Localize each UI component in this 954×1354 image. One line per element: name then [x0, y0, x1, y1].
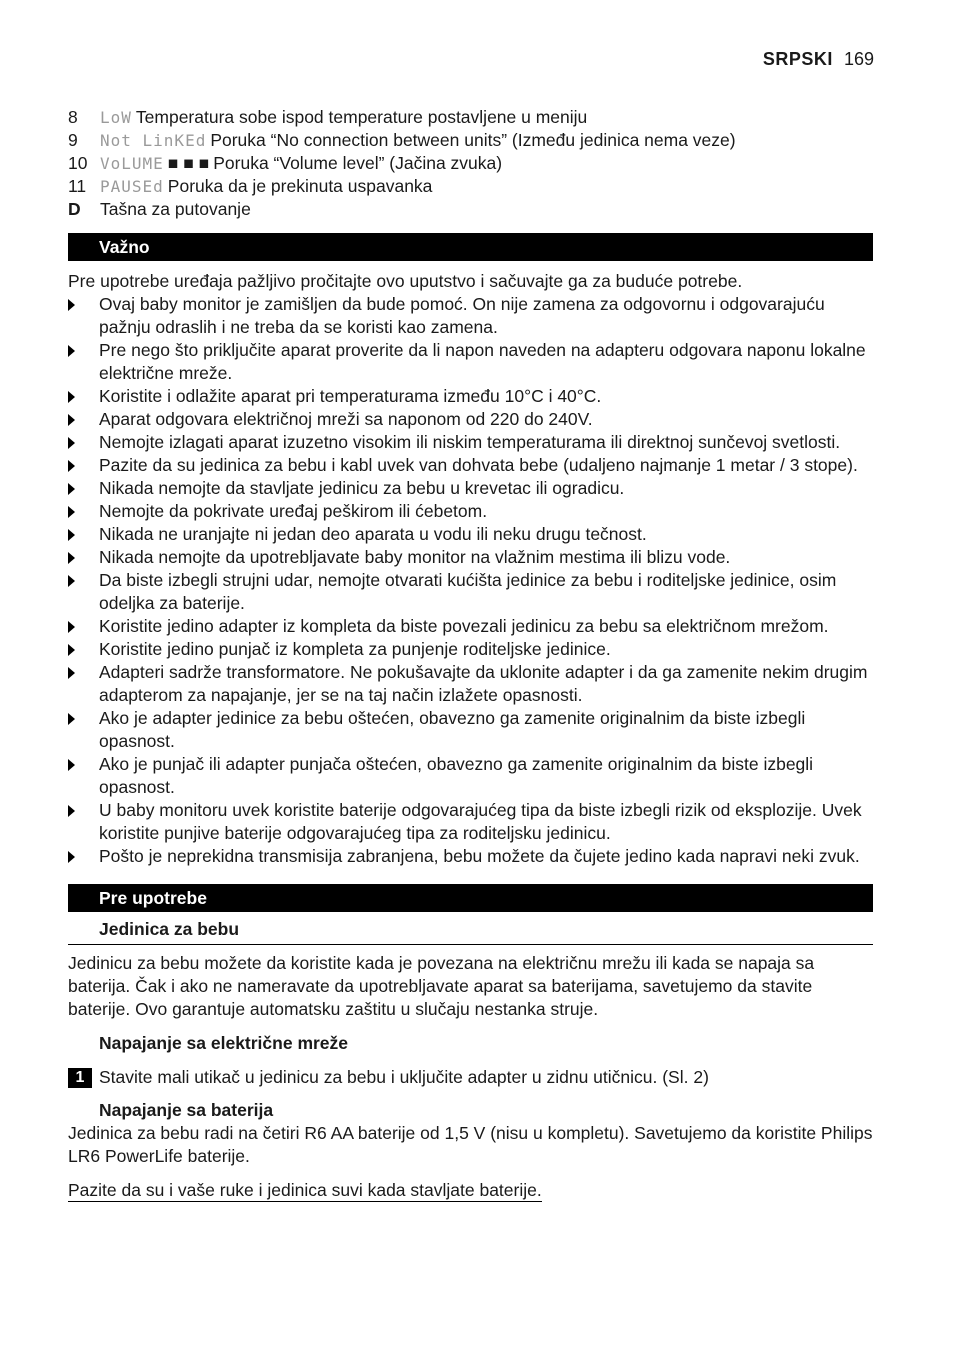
list-item: Da biste izbegli strujni udar, nemojte otvarati kućišta jedinice za bebu i roditeljske jedinice, osim odeljka za baterije.	[68, 569, 873, 615]
legend-list	[68, 106, 873, 221]
list-item: Ovaj baby monitor je zamišljen da bude pomoć. On nije zamena za odgovornu i odgovarajuću pažnju odraslih i ne treba da se koristi kao zamena.	[68, 293, 873, 339]
legend-number: 8	[68, 107, 78, 127]
volume-level-icon: ■ ■ ■	[167, 153, 210, 173]
bullet-triangle-icon	[68, 707, 80, 730]
list-item: Koristite jedino punjač iz kompleta za punjenje roditeljske jedinice.	[68, 638, 873, 661]
language-label: SRPSKI	[762, 49, 833, 69]
bullet-triangle-icon	[68, 615, 80, 638]
bullet-triangle-icon	[68, 546, 80, 569]
list-item: Nemojte izlagati aparat izuzetno visokim ili niskim temperaturama ili direktnoj sunčevoj svetlosti.	[68, 431, 873, 454]
section-bar-before-use: Pre upotrebe	[68, 884, 873, 912]
bullet-triangle-icon	[68, 569, 80, 592]
lcd-symbol: PAUSEd	[100, 177, 164, 196]
subheading-mains-power: Napajanje sa električne mreže	[99, 1033, 349, 1053]
baby-unit-text: Jedinicu za bebu možete da koristite kada je povezana na električnu mrežu ili kada se napaja sa baterija. Čak i ako ne nameravate da upotrebljavate aparat sa baterijama, savetujemo da stavite baterije. Ovo garantuje automatsku zaštitu u slučaju nestanka struje.	[68, 953, 815, 1019]
list-item: Nikada ne uranjajte ni jedan deo aparata u vodu ili neku drugu tečnost.	[68, 523, 873, 546]
important-intro: Pre upotrebe uređaja pažljivo pročitajte ovo uputstvo i sačuvajte ga za buduće potrebe.	[68, 271, 743, 291]
list-item: Nemojte da pokrivate uređaj peškirom ili ćebetom.	[68, 500, 873, 523]
bullet-triangle-icon	[68, 638, 80, 661]
bullet-triangle-icon	[68, 408, 80, 431]
legend-number: D	[68, 199, 81, 219]
bullet-triangle-icon	[68, 454, 80, 477]
lcd-symbol: LoW	[100, 108, 132, 127]
legend-item	[68, 198, 873, 221]
battery-note: Pazite da su i vaše ruke i jedinica suvi kada stavljate baterije.	[68, 1180, 542, 1200]
list-item: Nikada nemojte da stavljate jedinicu za bebu u krevetac ili ogradicu.	[68, 477, 873, 500]
important-bullet-list	[68, 293, 873, 868]
section-bar-important: Važno	[68, 233, 873, 261]
bullet-triangle-icon	[68, 293, 80, 316]
legend-item	[68, 129, 873, 152]
legend-item	[68, 152, 873, 175]
subheading-battery-power: Napajanje sa baterija	[99, 1100, 274, 1120]
step-text: Stavite mali utikač u jedinicu za bebu i uključite adapter u zidnu utičnicu. (Sl. 2)	[99, 1067, 709, 1087]
list-item: Pre nego što priključite aparat proverite da li napon naveden na adapteru odgovara naponu lokalne električne mreže.	[68, 339, 873, 385]
legend-text: Poruka da je prekinuta uspavanka	[167, 176, 433, 196]
list-item: U baby monitoru uvek koristite baterije odgovarajućeg tipa da biste izbegli rizik od eksplozije. Uvek koristite punjive baterije odgovarajućeg tipa za roditeljsku jedinicu.	[68, 799, 873, 845]
list-item: Koristite i odlažite aparat pri temperaturama između 10°C i 40°C.	[68, 385, 873, 408]
lcd-symbol: Not LinKEd	[100, 131, 207, 150]
list-item: Pazite da su jedinica za bebu i kabl uvek van dohvata bebe (udaljeno najmanje 1 metar / 3 stope).	[68, 454, 873, 477]
bullet-triangle-icon	[68, 799, 80, 822]
list-item: Koristite jedino adapter iz kompleta da biste povezali jedinicu za bebu sa električnom mrežom.	[68, 615, 873, 638]
legend-text: Temperatura sobe ispod temperature postavljene u meniju	[135, 107, 588, 127]
battery-text: Jedinica za bebu radi na četiri R6 AA baterije od 1,5 V (nisu u kompletu). Savetujemo da koristite Philips LR6 PowerLife baterije.	[68, 1123, 873, 1166]
bullet-triangle-icon	[68, 500, 80, 523]
bullet-triangle-icon	[68, 431, 80, 454]
step-item	[68, 1066, 873, 1089]
subheading-baby-unit: Jedinica za bebu	[68, 918, 873, 945]
legend-number: 11	[68, 176, 87, 196]
legend-text: Poruka “No connection between units” (Između jedinica nema veze)	[210, 130, 736, 150]
legend-text: Poruka “Volume level” (Jačina zvuka)	[213, 153, 503, 173]
list-item: Ako je punjač ili adapter punjača oštećen, obavezno ga zamenite originalnim da biste izbegli opasnost.	[68, 753, 873, 799]
step-number-badge: 1	[68, 1068, 92, 1088]
bullet-triangle-icon	[68, 661, 80, 684]
list-item: Adapteri sadrže transformatore. Ne pokušavajte da uklonite adapter i da ga zamenite nekim drugim adapterom za napajanje, jer se na taj način izlažete opasnosti.	[68, 661, 873, 707]
list-item: Aparat odgovara električnoj mreži sa naponom od 220 do 240V.	[68, 408, 873, 431]
legend-number: 9	[68, 130, 78, 150]
list-item: Pošto je neprekidna transmisija zabranjena, bebu možete da čujete jedino kada napravi neki zvuk.	[68, 845, 873, 868]
page-header	[763, 48, 874, 71]
bullet-triangle-icon	[68, 385, 80, 408]
bullet-triangle-icon	[68, 753, 80, 776]
page-content	[68, 106, 873, 1202]
legend-number: 10	[68, 153, 88, 173]
page-number: 169	[843, 49, 874, 69]
list-item: Nikada nemojte da upotrebljavate baby monitor na vlažnim mestima ili blizu vode.	[68, 546, 873, 569]
bullet-triangle-icon	[68, 339, 80, 362]
lcd-symbol: VoLUME	[100, 154, 164, 173]
bullet-triangle-icon	[68, 845, 80, 868]
legend-item	[68, 175, 873, 198]
legend-item	[68, 106, 873, 129]
legend-text: Tašna za putovanje	[100, 199, 251, 219]
bullet-triangle-icon	[68, 477, 80, 500]
bullet-triangle-icon	[68, 523, 80, 546]
list-item: Ako je adapter jedinice za bebu oštećen, obavezno ga zamenite originalnim da biste izbegli opasnost.	[68, 707, 873, 753]
